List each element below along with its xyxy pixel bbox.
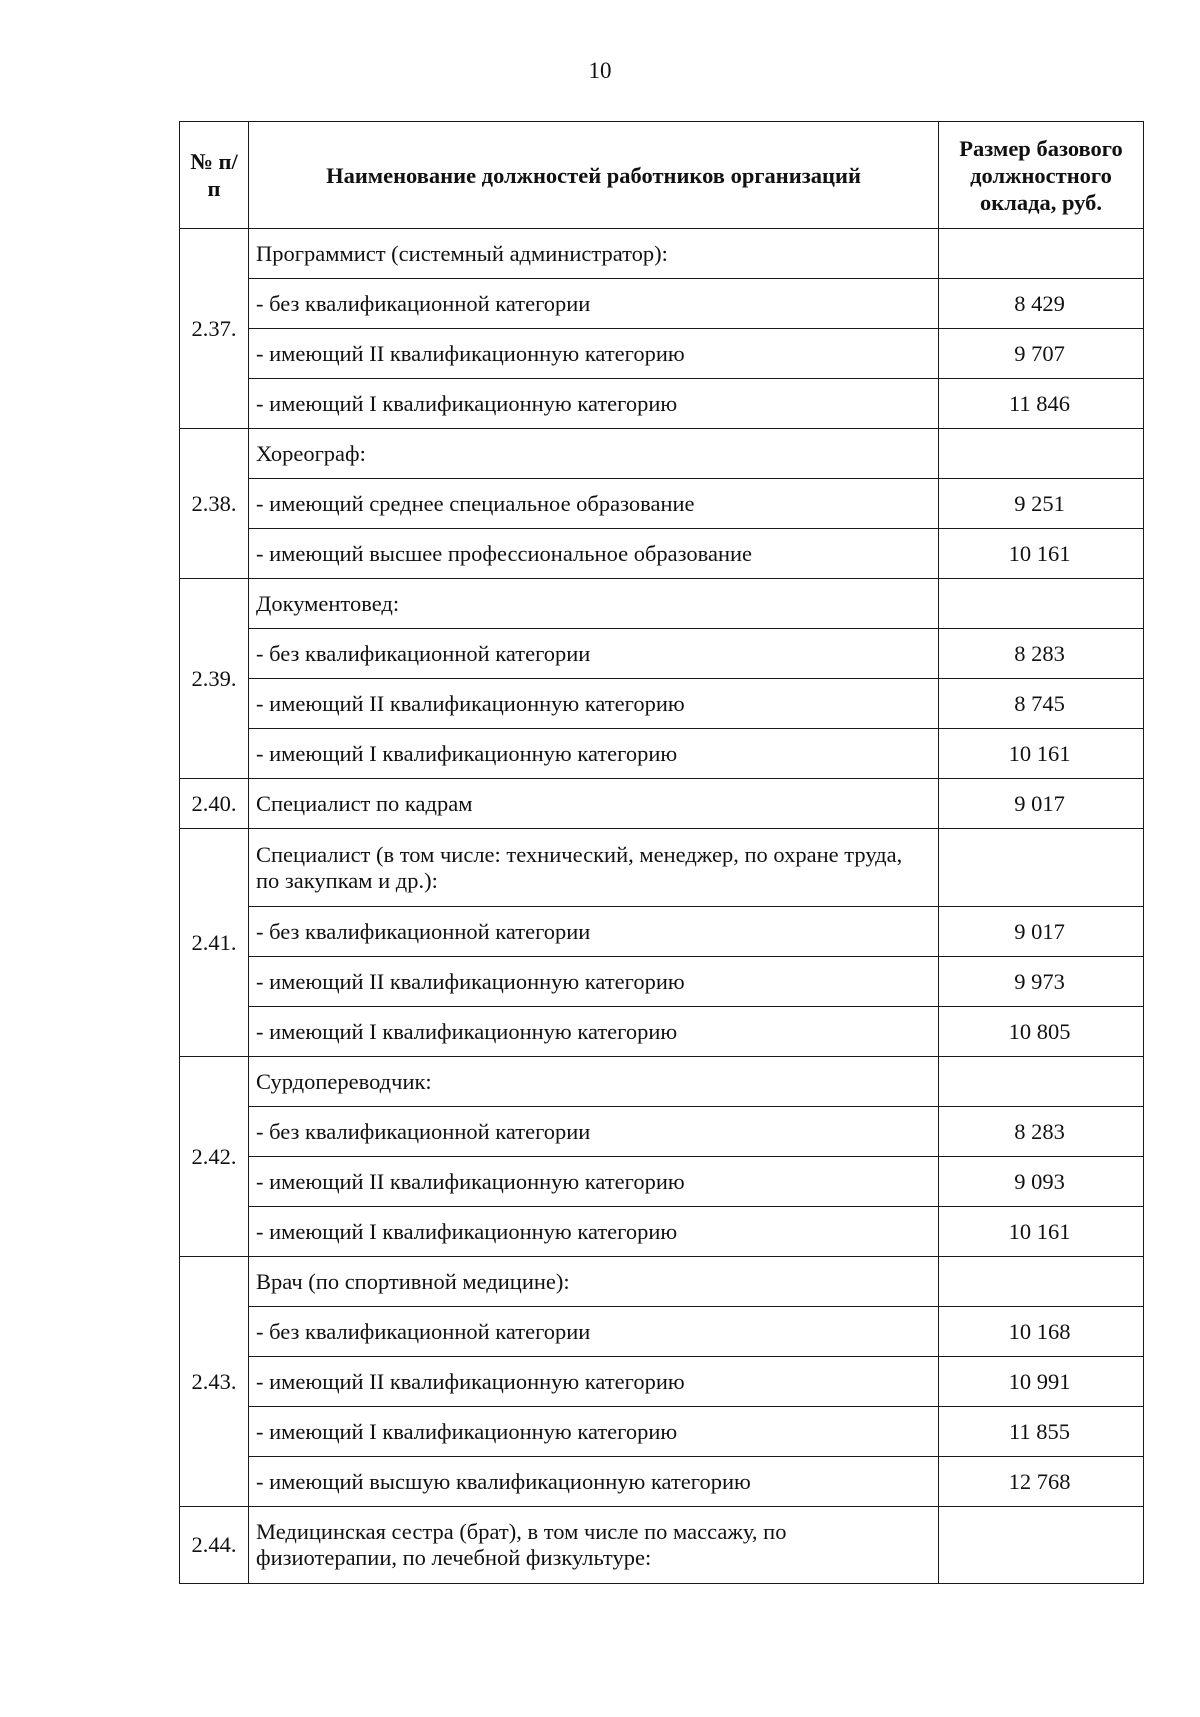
base-salary: 8 283 (939, 629, 1144, 679)
table-row (180, 329, 1144, 379)
base-salary: 8 429 (939, 279, 1144, 329)
position-name: - имеющий II квалификационную категорию (249, 957, 939, 1007)
table-row (180, 429, 1144, 479)
base-salary: 9 017 (939, 907, 1144, 957)
position-name: - имеющий среднее специальное образование (249, 479, 939, 529)
position-name: - имеющий I квалификационную категорию (249, 1207, 939, 1257)
row-number: 2.41. (180, 829, 249, 1057)
header-salary: Размер базового должностного оклада, руб. (939, 122, 1144, 229)
table-row (180, 379, 1144, 429)
base-salary: 9 251 (939, 479, 1144, 529)
table-row (180, 907, 1144, 957)
row-number: 2.42. (180, 1057, 249, 1257)
base-salary (939, 579, 1144, 629)
base-salary (939, 429, 1144, 479)
base-salary: 12 768 (939, 1457, 1144, 1507)
base-salary: 9 973 (939, 957, 1144, 1007)
table-body (180, 229, 1144, 1584)
table-row (180, 479, 1144, 529)
base-salary: 10 161 (939, 729, 1144, 779)
base-salary: 9 017 (939, 779, 1144, 829)
table-row (180, 629, 1144, 679)
row-number: 2.37. (180, 229, 249, 429)
header-name: Наименование должностей работников организаций (249, 122, 939, 229)
table-row (180, 779, 1144, 829)
table-row (180, 1157, 1144, 1207)
row-number: 2.43. (180, 1257, 249, 1507)
table-row (180, 1357, 1144, 1407)
table-row (180, 529, 1144, 579)
table-row (180, 1007, 1144, 1057)
table-row (180, 1207, 1144, 1257)
base-salary: 9 707 (939, 329, 1144, 379)
base-salary (939, 829, 1144, 907)
position-name: - имеющий I квалификационную категорию (249, 1407, 939, 1457)
position-name: - без квалификационной категории (249, 907, 939, 957)
base-salary: 10 991 (939, 1357, 1144, 1407)
position-name: - имеющий I квалификационную категорию (249, 729, 939, 779)
row-number: 2.39. (180, 579, 249, 779)
base-salary: 8 745 (939, 679, 1144, 729)
base-salary: 11 846 (939, 379, 1144, 429)
position-name: - без квалификационной категории (249, 1107, 939, 1157)
position-name: - имеющий I квалификационную категорию (249, 1007, 939, 1057)
position-name: Хореограф: (249, 429, 939, 479)
position-name: Специалист (в том числе: технический, менеджер, по охране труда, по закупкам и др.): (249, 829, 939, 907)
base-salary: 11 855 (939, 1407, 1144, 1457)
position-name: - имеющий высшую квалификационную категорию (249, 1457, 939, 1507)
table-row (180, 1507, 1144, 1584)
table-header (180, 122, 1144, 229)
position-name: - имеющий I квалификационную категорию (249, 379, 939, 429)
table-row (180, 279, 1144, 329)
position-name: - имеющий II квалификационную категорию (249, 329, 939, 379)
base-salary: 8 283 (939, 1107, 1144, 1157)
position-name: Врач (по спортивной медицине): (249, 1257, 939, 1307)
salary-table (179, 121, 1144, 1584)
base-salary: 10 805 (939, 1007, 1144, 1057)
row-number: 2.44. (180, 1507, 249, 1584)
base-salary (939, 1057, 1144, 1107)
table-row (180, 1407, 1144, 1457)
table-row (180, 1107, 1144, 1157)
header-num: № п/п (180, 122, 249, 229)
position-name: - имеющий II квалификационную категорию (249, 1357, 939, 1407)
base-salary: 10 161 (939, 529, 1144, 579)
base-salary: 10 161 (939, 1207, 1144, 1257)
position-name: Документовед: (249, 579, 939, 629)
position-name: Программист (системный администратор): (249, 229, 939, 279)
table-row (180, 679, 1144, 729)
position-name: Сурдопереводчик: (249, 1057, 939, 1107)
table-row (180, 829, 1144, 907)
position-name: - имеющий II квалификационную категорию (249, 1157, 939, 1207)
table-row (180, 957, 1144, 1007)
table-row (180, 1307, 1144, 1357)
base-salary: 10 168 (939, 1307, 1144, 1357)
table-row (180, 1457, 1144, 1507)
table-row (180, 729, 1144, 779)
base-salary (939, 1257, 1144, 1307)
table-row (180, 229, 1144, 279)
base-salary (939, 229, 1144, 279)
position-name: Медицинская сестра (брат), в том числе по массажу, по физиотерапии, по лечебной физкультуре: (249, 1507, 939, 1584)
position-name: Специалист по кадрам (249, 779, 939, 829)
position-name: - имеющий II квалификационную категорию (249, 679, 939, 729)
row-number: 2.38. (180, 429, 249, 579)
base-salary (939, 1507, 1144, 1584)
page-number: 10 (588, 58, 612, 83)
position-name: - без квалификационной категории (249, 279, 939, 329)
table-row (180, 1257, 1144, 1307)
base-salary: 9 093 (939, 1157, 1144, 1207)
position-name: - имеющий высшее профессиональное образование (249, 529, 939, 579)
table-row (180, 579, 1144, 629)
position-name: - без квалификационной категории (249, 629, 939, 679)
table-row (180, 1057, 1144, 1107)
row-number: 2.40. (180, 779, 249, 829)
position-name: - без квалификационной категории (249, 1307, 939, 1357)
